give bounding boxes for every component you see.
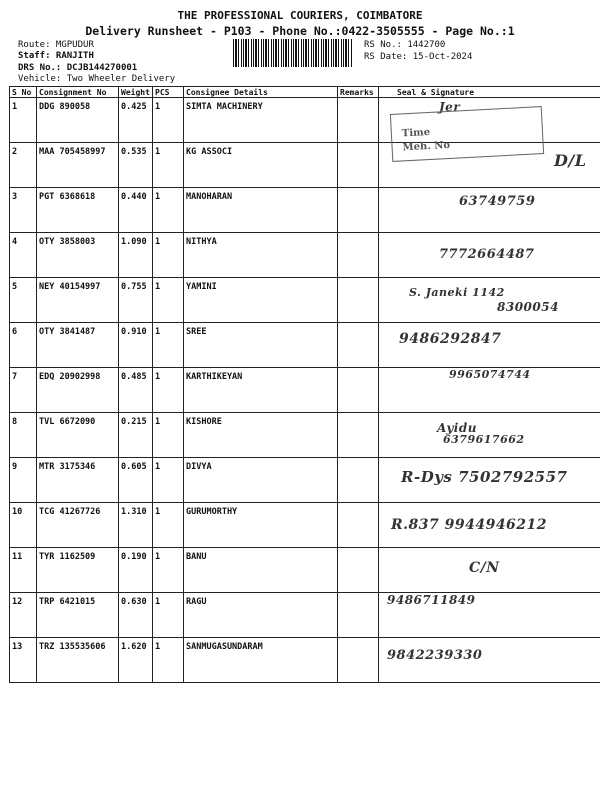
handwritten-signature: 9842239330 (387, 648, 483, 663)
cell-remarks (338, 188, 379, 233)
cell-sno: 7 (10, 368, 37, 413)
table-row (10, 233, 600, 278)
cell-signature (379, 143, 600, 188)
cell-weight: 0.755 (119, 278, 153, 323)
table-row (10, 593, 600, 638)
cell-consignment: DDG 890058 (37, 98, 119, 143)
cell-consignee: SANMUGASUNDARAM (184, 638, 338, 683)
cell-weight: 0.535 (119, 143, 153, 188)
cell-consignee: GURUMORTHY (184, 503, 338, 548)
handwritten-signature: S. Janeki 1142 (409, 286, 505, 299)
cell-pcs: 1 (153, 323, 184, 368)
cell-consignee: SREE (184, 323, 338, 368)
cell-remarks (338, 233, 379, 278)
cell-consignment: PGT 6368618 (37, 188, 119, 233)
cell-consignment: EDQ 20902998 (37, 368, 119, 413)
table-row (10, 98, 600, 143)
cell-consignment: OTY 3858003 (37, 233, 119, 278)
col-consignee: Consignee Details (184, 87, 338, 98)
barcode (233, 39, 353, 67)
cell-sno: 4 (10, 233, 37, 278)
cell-weight: 0.485 (119, 368, 153, 413)
handwritten-signature: C/N (469, 560, 500, 576)
cell-weight: 0.605 (119, 458, 153, 503)
cell-signature (379, 503, 600, 548)
cell-weight: 0.910 (119, 323, 153, 368)
cell-weight: 0.425 (119, 98, 153, 143)
cell-weight: 0.630 (119, 593, 153, 638)
cell-remarks (338, 368, 379, 413)
cell-remarks (338, 278, 379, 323)
cell-weight: 0.215 (119, 413, 153, 458)
cell-sno: 10 (10, 503, 37, 548)
table-row (10, 458, 600, 503)
cell-signature (379, 323, 600, 368)
handwritten-signature: 9965074744 (449, 368, 531, 381)
cell-pcs: 1 (153, 233, 184, 278)
table-header-row (10, 87, 600, 98)
cell-sno: 12 (10, 593, 37, 638)
cell-sno: 8 (10, 413, 37, 458)
handwritten-signature: Ayidu (437, 421, 477, 435)
company-title: THE PROFESSIONAL COURIERS, COIMBATORE (177, 9, 423, 22)
table-row (10, 413, 600, 458)
handwritten-signature: 63749759 (459, 194, 536, 209)
table-row (10, 503, 600, 548)
cell-pcs: 1 (153, 368, 184, 413)
cell-weight: 1.620 (119, 638, 153, 683)
table-row (10, 548, 600, 593)
cell-remarks (338, 548, 379, 593)
cell-sno: 9 (10, 458, 37, 503)
handwritten-signature: D/L (554, 151, 587, 170)
cell-sno: 1 (10, 98, 37, 143)
cell-remarks (338, 503, 379, 548)
handwritten-phone: 8300054 (497, 300, 559, 314)
cell-pcs: 1 (153, 143, 184, 188)
cell-remarks (338, 638, 379, 683)
cell-consignee: SIMTA MACHINERY (184, 98, 338, 143)
stamp-time: Time (401, 126, 431, 140)
cell-weight: 1.310 (119, 503, 153, 548)
handwritten-phone: 6379617662 (443, 433, 525, 446)
table-row (10, 368, 600, 413)
cell-signature (379, 593, 600, 638)
handwritten-signature: 7772664487 (439, 247, 535, 262)
col-consignment: Consignment No (37, 87, 119, 98)
cell-signature (379, 413, 600, 458)
cell-remarks (338, 143, 379, 188)
table-row (10, 638, 600, 683)
col-weight: Weight (119, 87, 153, 98)
cell-sno: 6 (10, 323, 37, 368)
cell-signature (379, 233, 600, 278)
cell-pcs: 1 (153, 413, 184, 458)
vehicle-label: Vehicle: Two Wheeler Delivery (18, 74, 176, 84)
cell-consignment: TRZ 135535606 (37, 638, 119, 683)
cell-pcs: 1 (153, 458, 184, 503)
cell-remarks (338, 98, 379, 143)
handwritten-signature: R.837 9944946212 (391, 517, 548, 533)
col-pcs: PCS (153, 87, 184, 98)
cell-signature (379, 188, 600, 233)
handwritten-signature: Jer (439, 100, 461, 114)
cell-consignment: TRP 6421015 (37, 593, 119, 638)
runsheet-table (9, 86, 600, 683)
cell-consignment: TCG 41267726 (37, 503, 119, 548)
cell-sno: 13 (10, 638, 37, 683)
cell-pcs: 1 (153, 278, 184, 323)
cell-consignee: DIVYA (184, 458, 338, 503)
cell-consignee: BANU (184, 548, 338, 593)
cell-remarks (338, 593, 379, 638)
rs-date: RS Date: 15-Oct-2024 (364, 52, 473, 62)
cell-remarks (338, 413, 379, 458)
cell-consignee: NITHYA (184, 233, 338, 278)
cell-sno: 5 (10, 278, 37, 323)
cell-pcs: 1 (153, 638, 184, 683)
table-row (10, 278, 600, 323)
cell-consignee: RAGU (184, 593, 338, 638)
cell-consignee: MANOHARAN (184, 188, 338, 233)
cell-consignment: OTY 3841487 (37, 323, 119, 368)
runsheet-subtitle: Delivery Runsheet - P103 - Phone No.:0422-3505555 - Page No.:1 (85, 24, 515, 38)
cell-consignee: KARTHIKEYAN (184, 368, 338, 413)
route-label: Route: MGPUDUR (18, 40, 94, 50)
cell-weight: 0.190 (119, 548, 153, 593)
table-row (10, 143, 600, 188)
cell-signature (379, 458, 600, 503)
cell-pcs: 1 (153, 548, 184, 593)
cell-sno: 3 (10, 188, 37, 233)
cell-consignee: KISHORE (184, 413, 338, 458)
cell-pcs: 1 (153, 98, 184, 143)
handwritten-signature: 9486292847 (399, 331, 502, 347)
cell-pcs: 1 (153, 188, 184, 233)
cell-weight: 0.440 (119, 188, 153, 233)
cell-consignment: NEY 40154997 (37, 278, 119, 323)
cell-consignment: MTR 3175346 (37, 458, 119, 503)
cell-weight: 1.090 (119, 233, 153, 278)
cell-signature (379, 98, 600, 154)
drs-number: DRS No.: DCJB144270001 (18, 63, 138, 73)
cell-consignee: YAMINI (184, 278, 338, 323)
cell-pcs: 1 (153, 593, 184, 638)
table-row (10, 188, 600, 233)
table-row (10, 323, 600, 368)
handwritten-signature: 9486711849 (387, 593, 476, 607)
cell-consignment: TVL 6672090 (37, 413, 119, 458)
cell-signature (379, 638, 600, 683)
stamp-mob: Meh. No (402, 139, 451, 154)
col-remarks: Remarks (338, 87, 379, 98)
cell-consignee: KG ASSOCI (184, 143, 338, 188)
rs-number: RS No.: 1442700 (364, 40, 446, 50)
cell-consignment: TYR 1162509 (37, 548, 119, 593)
col-sno: S No (10, 87, 37, 98)
cell-pcs: 1 (153, 503, 184, 548)
cell-remarks (338, 458, 379, 503)
cell-signature (379, 368, 600, 413)
cell-sno: 11 (10, 548, 37, 593)
cell-signature (379, 548, 600, 593)
handwritten-signature: R-Dys 7502792557 (401, 468, 568, 486)
cell-sno: 2 (10, 143, 37, 188)
cell-consignment: MAA 705458997 (37, 143, 119, 188)
col-signature: Seal & Signature (379, 87, 600, 98)
staff-label: Staff: RANJITH (18, 51, 94, 61)
cell-remarks (338, 323, 379, 368)
cell-signature (379, 278, 600, 323)
